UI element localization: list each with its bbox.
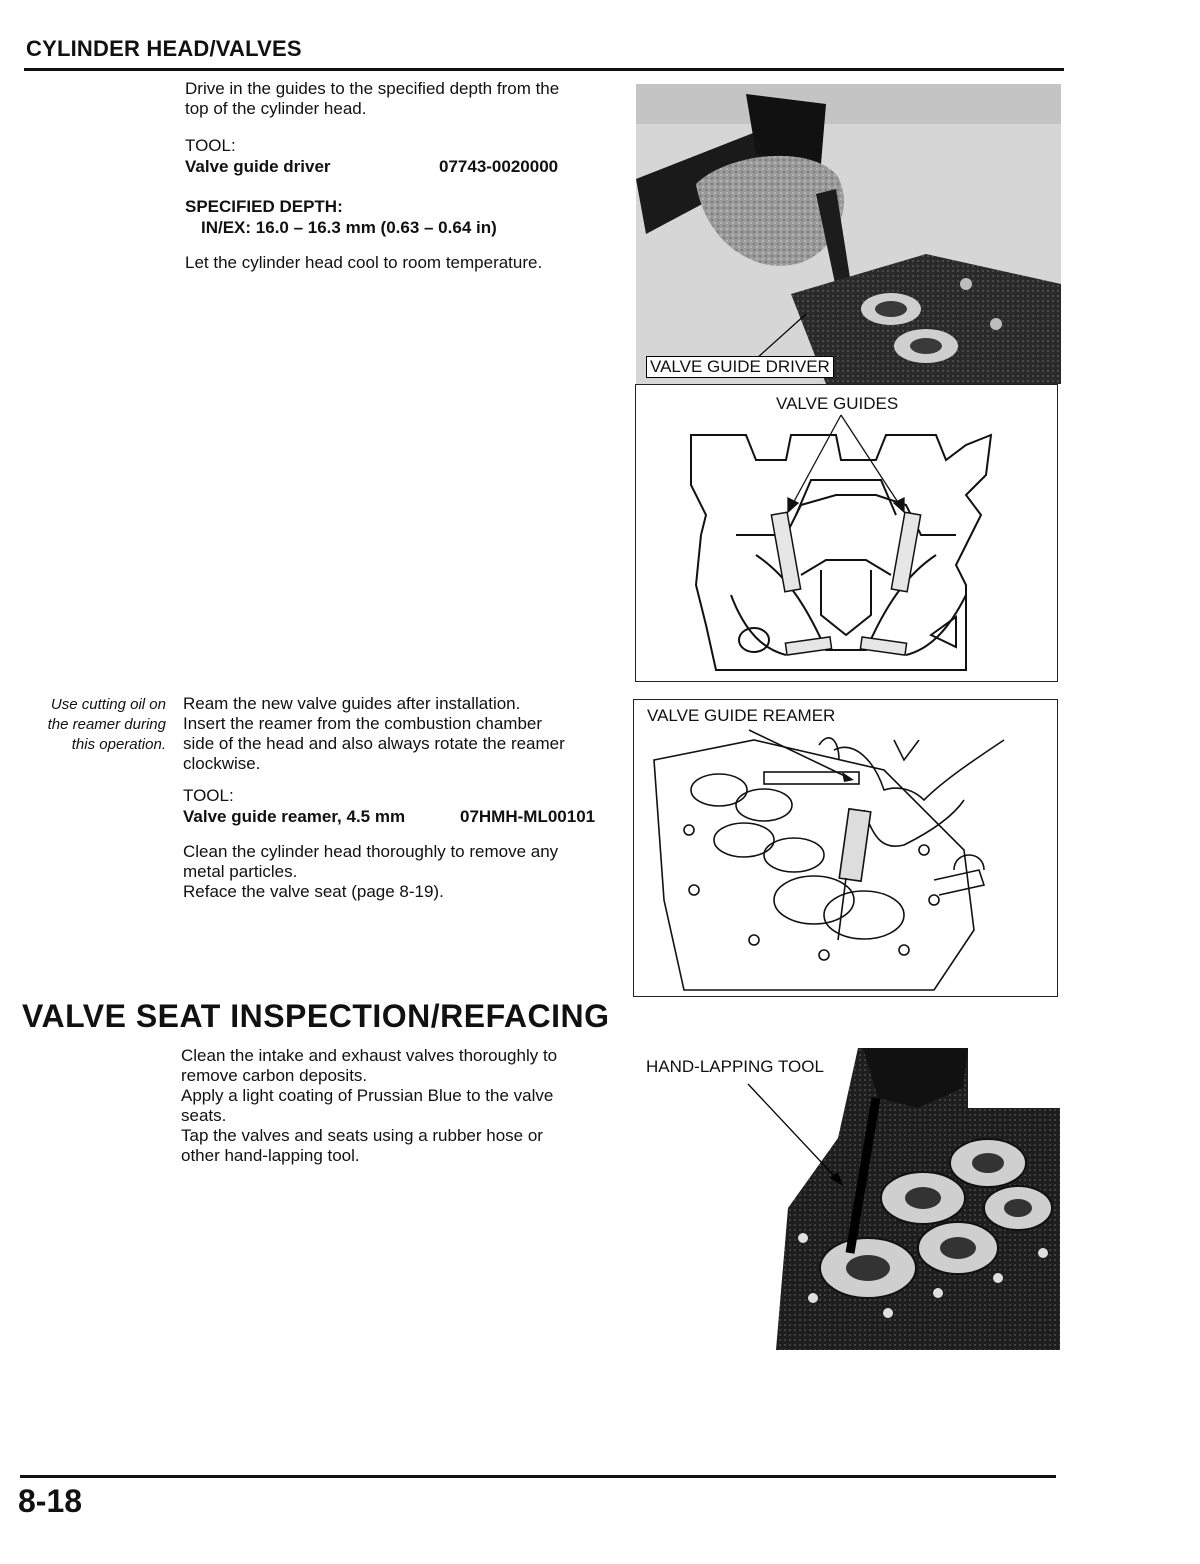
step2-clean-line1: Clean the cylinder head thoroughly to remove any <box>183 842 559 861</box>
step1-tool-name: Valve guide driver <box>185 157 331 176</box>
step2-line4: clockwise. <box>183 754 261 773</box>
hand-lapping-tool-label: HAND-LAPPING TOOL <box>643 1057 827 1077</box>
reamer-illustration <box>634 700 1057 996</box>
step1-depth-label: SPECIFIED DEPTH: <box>185 197 343 216</box>
section2-line3: Apply a light coating of Prussian Blue to the valve <box>181 1086 554 1105</box>
step1-depth-value: IN/EX: 16.0 – 16.3 mm (0.63 – 0.64 in) <box>201 218 497 237</box>
step1-text <box>185 79 625 119</box>
step1-line1: Drive in the guides to the specified depth from the <box>185 79 560 98</box>
step2-tool-label: TOOL: <box>183 786 234 805</box>
section2-line1: Clean the intake and exhaust valves thoroughly to <box>181 1046 558 1065</box>
step1-cool-text: Let the cylinder head cool to room temperature. <box>185 253 543 272</box>
section2-line2: remove carbon deposits. <box>181 1066 368 1085</box>
step2-line1: Ream the new valve guides after installation. <box>183 694 521 713</box>
valve-guides-diagram <box>635 384 1058 682</box>
side-note-line2: the reamer during <box>47 716 166 733</box>
section2-text <box>181 1046 621 1166</box>
step2-tool-number: 07HMH-ML00101 <box>460 807 596 826</box>
section2-line4: seats. <box>181 1106 227 1125</box>
valve-guides-illustration <box>636 385 1057 681</box>
step2-clean-text <box>183 842 623 902</box>
step1-line2: top of the cylinder head. <box>185 99 367 118</box>
step2-tool-name: Valve guide reamer, 4.5 mm <box>183 807 406 826</box>
section2-line6: other hand-lapping tool. <box>181 1146 360 1165</box>
valve-guide-driver-label: VALVE GUIDE DRIVER <box>646 356 834 378</box>
valve-guide-reamer-label: VALVE GUIDE REAMER <box>644 706 838 726</box>
section2-title: VALVE SEAT INSPECTION/REFACING <box>22 998 610 1034</box>
hand-lapping-photo <box>638 1048 1060 1350</box>
step2-text <box>183 694 623 774</box>
driver-photo-illustration <box>636 84 1061 384</box>
footer-rule <box>20 1475 1056 1478</box>
side-note-line1: Use cutting oil on <box>50 696 166 713</box>
step2-line3: side of the head and also always rotate the reamer <box>183 734 565 753</box>
cutting-oil-note <box>20 695 166 755</box>
step1-tool-label: TOOL: <box>185 136 236 155</box>
side-note-line3: this operation. <box>71 736 166 753</box>
valve-guide-reamer-diagram <box>633 699 1058 997</box>
section2-line5: Tap the valves and seats using a rubber hose or <box>181 1126 543 1145</box>
page-number: 8-18 <box>18 1483 83 1519</box>
lapping-photo-illustration <box>638 1048 1060 1350</box>
header-rule <box>24 68 1064 71</box>
step2-line2: Insert the reamer from the combustion chamber <box>183 714 543 733</box>
step2-clean-line2: metal particles. <box>183 862 298 881</box>
step2-reface-line: Reface the valve seat (page 8-19). <box>183 882 444 901</box>
valve-guide-driver-photo <box>636 84 1061 384</box>
valve-guides-label: VALVE GUIDES <box>773 394 901 414</box>
step1-tool-number: 07743-0020000 <box>439 157 559 176</box>
section-header: CYLINDER HEAD/VALVES <box>26 36 302 61</box>
